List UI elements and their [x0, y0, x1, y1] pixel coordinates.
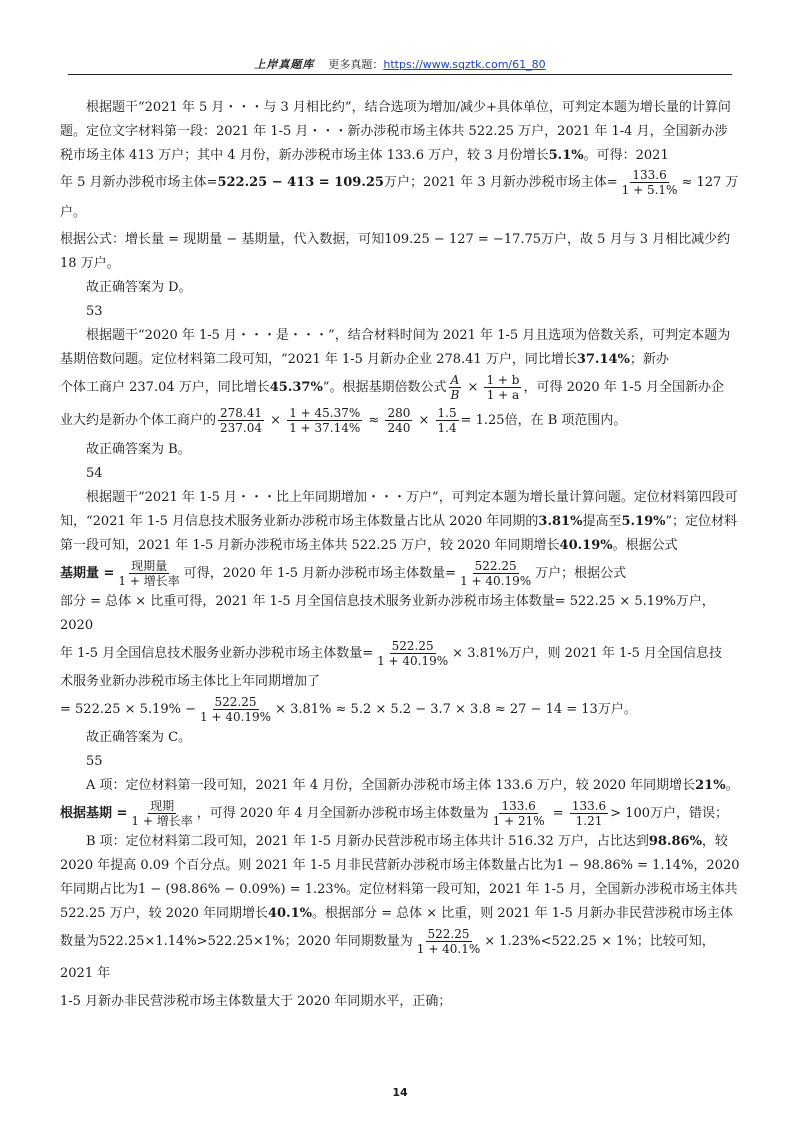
q55-option-b-2: 数量为522.25×1.14%>522.25×1%；2020 年同期数量为 $\frac{522.25}{1 + 40.1\%}$ × 1.23%<522.25 × 1%；比较可知，2021 年	[60, 927, 715, 981]
q52-answer: 故正确答案为 D。	[86, 280, 192, 295]
q52-para-3: 根据公式：增长量 = 现期量 − 基期量，代入数据，可知109.25 − 127 = −17.75万户，故 5 月与 3 月相比减少约 18 万户。	[60, 232, 731, 271]
page-number: 14	[392, 1086, 408, 1099]
q55-option-b-3: 1-5 月新办非民营涉税市场主体数量大于 2020 年同期水平，正确；	[60, 994, 452, 1009]
q54-para-5: 术服务业新办涉税市场主体比上年同期增加了	[60, 674, 321, 689]
q53-para-1: 根据题干“2020 年 1-5 月・・・是・・・”，结合材料时间为 2021 年 1-5 月且选项为倍数关系，可判定本题为基期倍数问题。定位材料第二段可知，“2021 年 1-5 月新办企业 278.41 万户，同比增长37.14%；新办	[60, 328, 731, 367]
header-link[interactable]: https://www.sqztk.com/61_80	[383, 58, 546, 71]
q54-para-2: 基期量 = $\frac{\text{现期量}}{\text{1 + 增长率}}$ 可得，2020 年 1-5 月新办涉税市场主体数量= $\frac{522.25}{1 + 40.19\%}$ 万户；根据公式	[60, 559, 627, 588]
header-divider	[68, 74, 732, 75]
q53-para-3: 业大约是新办个体工商户的 $\frac{278.41}{237.04}$ × $\frac{1 + 45.37\%}{1 + 37.14\%}$ ≈ $\frac{280}{240}$ × $\frac{1.5}{1.4}$ = 1.25倍，在 B 项范围内。	[60, 406, 627, 435]
q53-answer: 故正确答案为 B。	[86, 442, 191, 457]
header-brand: 上岸真题库	[254, 58, 315, 71]
document-body	[60, 96, 740, 1014]
q52-fraction: $\frac{133.6}{1 + 5.1\%}$	[621, 168, 678, 197]
q52-para-2: 年 5 月新办涉税市场主体=522.25 − 413 = 109.25万户；2021 年 3 月新办涉税市场主体= $\frac{133.6}{1 + 5.1\%}$ ≈ 127 万户。	[60, 168, 739, 220]
q54-answer: 故正确答案为 C。	[86, 730, 192, 745]
q55-option-b-1: B 项：定位材料第二段可知，2021 年 1-5 月新办民营涉税市场主体共计 516.32 万户，占比达到98.86%，较 2020 年提高 0.09 个百分点。则 2021 年 1-5 月非民营新办涉税市场主体数量占比为1 − 98.86% = 1.14%，2020 年同期占比为1 − (98.86% − 0.09%) = 1.23%。定位材料第一段可知，2021 年 1-5 月，全国新办涉税市场主体共 522.25 万户，较 2020 年同期增长40.1%。根据部分 = 总体 × 比重，则 2021 年 1-5 月新办非民营涉税市场主体	[60, 834, 740, 921]
q53-number: 53	[86, 304, 103, 319]
page-header	[0, 56, 800, 72]
q54-para-1: 根据题干“2021 年 1-5 月・・・比上年同期增加・・・万户”，可判定本题为增长量计算问题。定位材料第四段可知，“2021 年 1-5 月信息技术服务业新办涉税市场主体数量占比从 2020 年同期的3.81%提高至5.19%”；定位材料第一段可知，2021 年 1-5 月新办涉税市场主体共 522.25 万户，较 2020 年同期增长40.19%。根据公式	[60, 490, 738, 553]
q55-number: 55	[86, 754, 103, 769]
q55-option-a-1: A 项：定位材料第一段可知，2021 年 4 月份，全国新办涉税市场主体 133.6 万户，较 2020 年同期增长21%。	[86, 778, 739, 793]
q54-para-3: 部分 = 总体 × 比重可得，2021 年 1-5 月全国信息技术服务业新办涉税市场主体数量= 522.25 × 5.19%万户，2020	[60, 594, 715, 633]
q52-para-1: 根据题干“2021 年 5 月・・・与 3 月相比约”，结合选项为增加/减少+具体单位，可判定本题为增长量的计算问题。定位文字材料第一段：2021 年 1-5 月・・・新办涉税市场主体共 522.25 万户，2021 年 1-4 月，全国新办涉税市场主体 413 万户；其中 4 月份，新办涉税市场主体 133.6 万户，较 3 月份增长5.1%。可得：2021	[60, 100, 731, 163]
q55-option-a-2: 根据基期 = $\frac{\text{现期}}{\text{1 + 增长率}}$ ，可得 2020 年 4 月全国新办涉税市场主体数量为 $\frac{133.6}{1 + 21\%}$ = $\frac{133.6}{1.21}$ > 100万户，错误；	[60, 799, 729, 828]
header-label: 更多真题：	[328, 58, 384, 71]
q54-para-6: = 522.25 × 5.19% − $\frac{522.25}{1 + 40.19\%}$ × 3.81% ≈ 5.2 × 5.2 − 3.7 × 3.8 ≈ 27 − 14 = 13万户。	[60, 695, 637, 724]
q53-para-2: 个体工商户 237.04 万户，同比增长45.37%”。根据基期倍数公式 $\frac{A}{B}$ × $\frac{1 + b}{1 + a}$ ，可得 2020 年 1-5 月全国新办企	[60, 373, 725, 402]
q54-number: 54	[86, 466, 103, 481]
q54-para-4: 年 1-5 月全国信息技术服务业新办涉税市场主体数量= $\frac{522.25}{1 + 40.19\%}$ × 3.81%万户，则 2021 年 1-5 月全国信息技	[60, 639, 723, 668]
